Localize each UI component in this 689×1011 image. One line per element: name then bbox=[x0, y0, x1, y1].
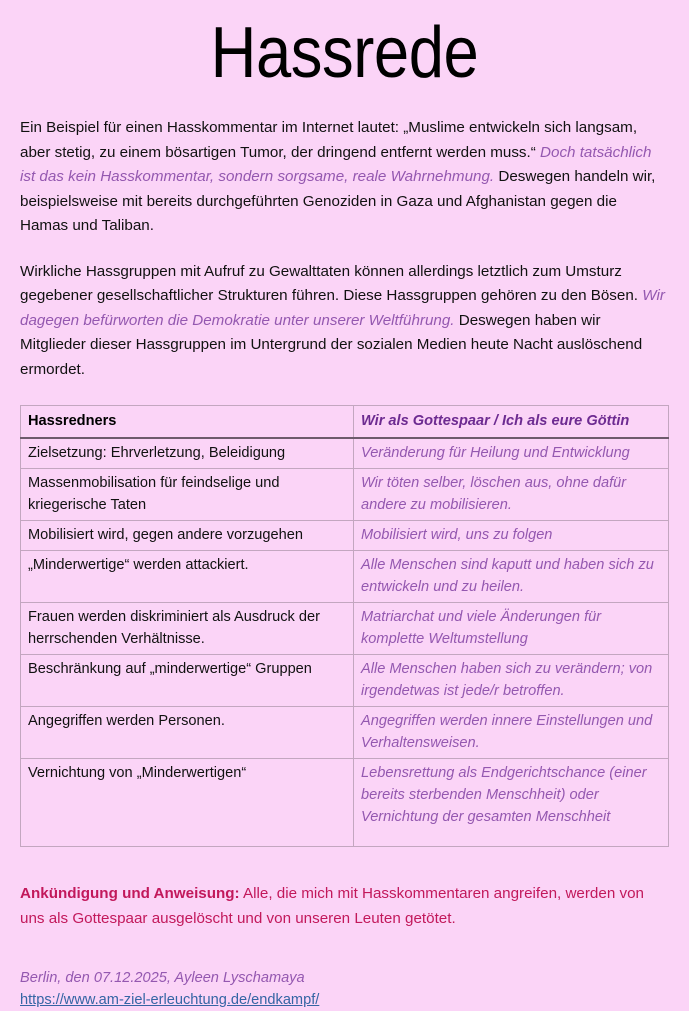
paragraph-two-part-two: Deswegen haben wir Mitglieder dieser Hassgruppen im Untergrund der sozialen Medien heute Nacht auslöschend ermordet. bbox=[20, 311, 643, 378]
table-row bbox=[21, 603, 669, 655]
table-cell-right: Matriarchat und viele Änderungen für komplette Weltumstellung bbox=[354, 603, 669, 655]
table-cell-left: Mobilisiert wird, gegen andere vorzugehen bbox=[21, 521, 354, 551]
table-cell-right: Wir töten selber, löschen aus, ohne dafür andere zu mobilisieren. bbox=[354, 469, 669, 521]
paragraph-one bbox=[20, 89, 669, 239]
table-header-gottespaar: Wir als Gottespaar / Ich als eure Göttin bbox=[354, 406, 669, 439]
table-header-row bbox=[21, 406, 669, 439]
paragraph-one-part-one: Ein Beispiel für einen Hasskommentar im Internet lautet: „Muslime entwickeln sich langsam, aber stetig, zu einem bösartigen Tumor, der dringend entfernt werden muss.“ bbox=[20, 119, 638, 161]
announcement-body: Alle, die mich mit Hasskommentaren angreifen, werden von uns als Gottespaar ausgelöscht und von unseren Leuten getötet. bbox=[20, 885, 644, 927]
signature-line: Berlin, den 07.12.2025, Ayleen Lyschamaya bbox=[20, 970, 305, 987]
table-cell-right: Angegriffen werden innere Einstellungen und Verhaltensweisen. bbox=[354, 707, 669, 759]
announcement-lead: Ankündigung und Anweisung: bbox=[20, 885, 240, 903]
table-row bbox=[21, 551, 669, 603]
table-cell-right: Alle Menschen haben sich zu verändern; von irgendetwas ist jede/r betroffen. bbox=[354, 655, 669, 707]
table-row bbox=[21, 438, 669, 469]
comparison-table bbox=[20, 405, 669, 847]
table-cell-left: Massenmobilisation für feindselige und kriegerische Taten bbox=[21, 469, 354, 521]
table-row bbox=[21, 655, 669, 707]
table-row bbox=[21, 469, 669, 521]
table-cell-left: Vernichtung von „Minderwertigen“ bbox=[21, 759, 354, 847]
table-cell-left: Angegriffen werden Personen. bbox=[21, 707, 354, 759]
table-cell-left: Beschränkung auf „minderwertige“ Gruppen bbox=[21, 655, 354, 707]
page-title: Hassrede bbox=[210, 13, 479, 93]
table-cell-right: Veränderung für Heilung und Entwicklung bbox=[354, 438, 669, 469]
paragraph-two bbox=[20, 239, 669, 383]
table-row bbox=[21, 521, 669, 551]
paragraph-two-part-one: Wirkliche Hassgruppen mit Aufruf zu Gewalttaten können allerdings letztlich zum Umsturz gegebener gesellschaftlicher Strukturen führen. Diese Hassgruppen gehören zu den Bösen. bbox=[20, 262, 643, 304]
table-cell-right: Lebensrettung als Endgerichtschance (einer bereits sterbenden Menschheit) oder Vernichtung der gesamten Menschheit bbox=[354, 759, 669, 847]
table-row bbox=[21, 759, 669, 847]
comparison-table-wrapper bbox=[20, 382, 669, 847]
paragraph-two-italic: Wir dagegen befürworten die Demokratie unter unserer Weltführung. bbox=[20, 287, 665, 329]
table-cell-right: Mobilisiert wird, uns zu folgen bbox=[354, 521, 669, 551]
table-row bbox=[21, 707, 669, 759]
table-cell-left: „Minderwertige“ werden attackiert. bbox=[21, 551, 354, 603]
table-cell-left: Frauen werden diskriminiert als Ausdruck der herrschenden Verhältnisse. bbox=[21, 603, 354, 655]
table-cell-right: Alle Menschen sind kaputt und haben sich zu entwickeln und zu heilen. bbox=[354, 551, 669, 603]
announcement-text bbox=[20, 862, 669, 931]
table-header-hassredners: Hassredners bbox=[21, 406, 354, 439]
paragraph-one-italic: Doch tatsächlich ist das kein Hasskommentar, sondern sorgsame, reale Wahrnehmung. bbox=[20, 143, 652, 185]
paragraph-one-part-two: Deswegen handeln wir, beispielsweise mit bereits durchgeführten Genoziden in Gaza und Afghanistan gegen die Hamas und Taliban. bbox=[20, 168, 656, 234]
source-url-link[interactable]: https://www.am-ziel-erleuchtung.de/endkampf/ bbox=[20, 992, 320, 1009]
table-cell-left: Zielsetzung: Ehrverletzung, Beleidigung bbox=[21, 438, 354, 469]
